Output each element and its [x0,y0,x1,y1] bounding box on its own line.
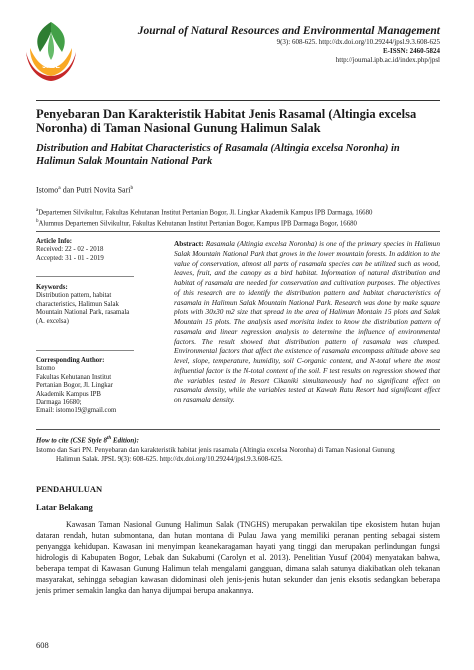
accepted-date: Accepted: 31 - 01 - 2019 [36,254,104,262]
divider [36,231,440,232]
keywords-text: Distribution pattern, habitat characteristics, Halimun Salak Mountain National Park, rasamala (A. excelsa) [36,292,130,325]
keywords: Keywords: Distribution pattern, habitat characteristics, Halimun Salak Mountain National Park, rasamala (A. excelsa) [36,284,134,326]
authors: Istomo$^a$ dan Putri Novita Sari$^b$ [36,185,134,195]
citation-heading: How to cite (CSE Style 8th Edition): [36,436,139,445]
journal-header [120,25,440,65]
author-email[interactable]: Email: istomo19@gmail.com [36,407,117,415]
citation-doi[interactable]: Halimun Salak. JPSL 9(3): 608-625. http://dx.doi.org/10.29244/jpsl.9.3.608-625. [56,455,283,463]
subsection-heading: Latar Belakang [36,502,93,512]
article-info: Article Info: Received: 22 - 02 - 2018 Accepted: 31 - 01 - 2019 [36,238,134,263]
title-english: Distribution and Habitat Characteristics of Rasamala (Altingia excelsa Noronha) in Halimun Salak Mountain National Park [36,143,400,167]
body-paragraph: Kawasan Taman Nasional Gunung Halimun Salak (TNGHS) merupakan perwakilan tipe ekosistem hutan hujan dataran rendah, hutan submontana, dan hutan montana di Pulau Jawa yang memiliki peranan penting sebagai sistem penyangga kehidupan. Kawasan ini menyimpan keanekaragaman hayati yang tinggi dan merupakan perlindungan fungsi hidrologis di Kabupaten Bogor, Lebak dan Sukabumi (Carolyn et al. 2013). Penelitian Yusuf (2004) menyatakan bahwa, beberapa tempat di Kawasan Gunung Halimun telah mengalami gangguan, dimana salah satunya diakibatkan oleh tekanan masyarakat, sehingga sebagian kawasan didominasi oleh jenis-jenis hutan sekunder dan jenis eksotis sedangkan beberapa jenis primer semakin langka dan hanya dijumpai berupa anakannya. [36,520,440,595]
volume-line[interactable]: 9(3): 608-625. http://dx.doi.org/10.29244/jpsl.9.3.608-625 [276,38,440,46]
abstract-label: Abstract [174,239,202,248]
eissn-line: E-ISSN: 2460-5824 [383,47,440,55]
affiliations [36,206,440,229]
journal-title: Journal of Natural Resources and Environmental Management [137,25,440,37]
section-heading: PENDAHULUAN [36,484,103,494]
author-1: Istomo [36,185,59,195]
info-divider [36,276,134,277]
citation-text: Istomo dan Sari PN. Penyebaran dan karakteristik habitat jenis rasamala (Altingia excelsa Noronha) di Taman Nasional Gunung Halimun Salak. JPSL 9(3): 608-625. http://dx.doi.org/10.29244/jpsl.9.3.608-625. [36,446,440,464]
journal-url[interactable]: http://journal.ipb.ac.id/index.php/jpsl [335,56,440,64]
journal-logo [22,18,80,84]
info-divider [36,350,134,351]
author-2: Putri Novita Sari [76,185,131,195]
abstract: Abstract: Rasamala (Altingia excelsa Noronha) is one of the primary species in Halimun Salak Mountain National Park that grows in the lower mountain forests. In addition to the value of conservation, almost all parts of rasamala species can be utilized such as wood, leaves, fruit, and the canopy as a bird habitat. Information of natural distribution and habitat of rasamala are needed for conservation and cultivation purposes. The objectives of this research are to identify the distribution pattern and habitat characteristics of rasamala in Halimun Salak Mountain National Park. Research was done by make square plots with 30x30 m2 size that spread in the area of Halimun Montain 15 plots and Salak Mountain 15 plots. The analysis used morisita index to know the distribution pattern of rasamala and linear regression analysis to determine the influence of environmental factors. The result showed that distribution pattern of rasamala was clumped. Environmental factors that affect the existence of rasamala encompass altitude above sea level, slope, temperature, humidity, soil C-organic content, and N-total where the most influential factor is the N-total content of the soil. F test results on regression showed that the variables tested in Resort Cikaniki simultaneously had no significant effect on rasamala density, while the variables tested at Kawah Ratu Resort had significant effect on rasamala density. [174,239,440,404]
affiliation-b: $^b$Alumnus Departemen Silvikultur, Fakultas Kehutanan Institut Pertanian Bogor, Kampus IPB Darmaga Bogor, 16680 [36,219,357,228]
logo-text: JPSL [42,63,60,70]
affiliation-a: $^a$Departemen Silvikultur, Fakultas Kehutanan Institut Pertanian Bogor, Jl. Lingkar Akademik Kampus IPB Darmaga, 16680 [36,208,373,217]
received-date: Received: 22 - 02 - 2018 [36,246,104,254]
header-rule [36,100,440,101]
title-indonesian: Penyebaran Dan Karakteristik Habitat Jenis Rasamal (Altingia excelsa Noronha) di Taman Nasional Gunung Halimun Salak [36,107,417,135]
page-number: 608 [36,640,49,650]
divider [36,429,440,430]
abstract-text: Rasamala (Altingia excelsa Noronha) is one of the primary species in Halimun Salak Mountain National Park that grows in the lower mountain forests. In addition to the value of conservation, almost all parts of rasamala species can be utilized such as wood, leaves, fruit, and the canopy as a bird habitat. Information of natural distribution and habitat of rasamala are needed for conservation and cultivation purposes. The objectives of this research are to identify the distribution pattern and habitat characteristics of rasamala in Halimun Salak Mountain National Park. Research was done by make square plots with 30x30 m2 size that spread in the area of Halimun Montain 15 plots and Salak Mountain 15 plots. The analysis used morisita index to know the distribution pattern of rasamala and linear regression analysis to determine the influence of environmental factors. The result showed that distribution pattern of rasamala was clumped. Environmental factors that affect the existence of rasamala encompass altitude above sea level, slope, temperature, humidity, soil C-organic content, and N-total where the most influential factor is the N-total content of the soil. F test results on regression showed that the variables tested in Resort Cikaniki simultaneously had no significant effect on rasamala density, while the variables tested at Kawah Ratu Resort had significant effect on rasamala density. [174,239,440,404]
corresponding-author: Corresponding Author: Istomo Fakultas Kehutanan Institut Pertanian Bogor, Jl. Lingkar Akademik Kampus IPB Darmaga 16680; Email: istomo19@gmail.com [36,357,134,416]
